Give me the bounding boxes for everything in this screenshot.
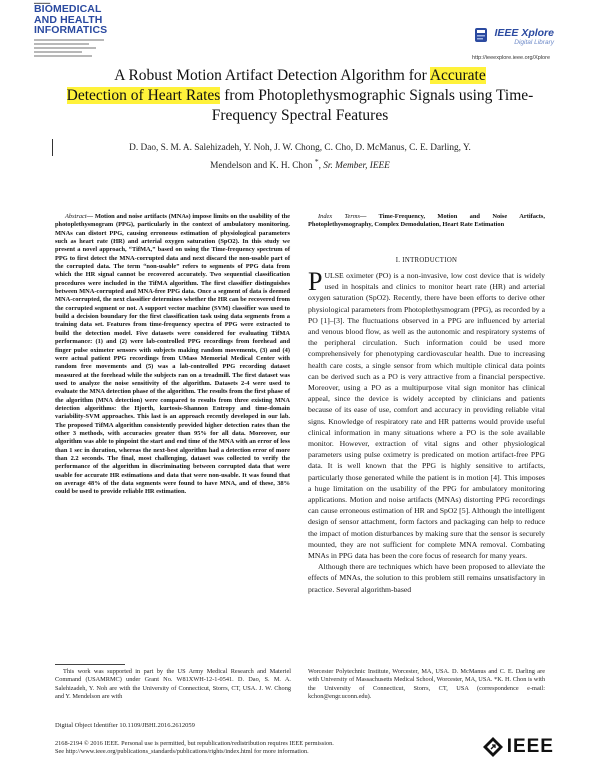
ieee-wordmark: IEEE [506, 736, 554, 757]
copyright-line2[interactable]: See http://www.ieee.org/publications_standards/publications/rights/index.html for more information. [55, 748, 309, 756]
journal-logo [34, 0, 134, 59]
paper-title [60, 66, 540, 126]
copyright-notice [55, 740, 475, 757]
intro-paragraph-2: Although there are techniques which have been proposed to alleviate the effects of MNAs, the solution to this problem still remains unsatisfactory in practice. Several algorithm-based [308, 562, 545, 594]
footnote-left: This work was supported in part by the US Army Medical Research and Materiel Command (USAMRMC) under Grant No. W81XWH-12-1-0541. D. Dao, S. M. A. Salehizadeh, Y. Noh are with the University of Connecticut, Storrs, CT, USA. J. W. Chong and Y. Mendelson are with [55, 668, 291, 701]
abstract-label: Abstract [65, 213, 87, 220]
corresponding-author-mark: * [314, 157, 319, 166]
index-terms [308, 213, 545, 230]
title-part2: from Photoplethysmographic Signals using Time-Frequency Spectral Features [211, 87, 534, 124]
drop-cap: P [308, 267, 323, 296]
authors-line2: Mendelson and K. H. Chon *, Sr. Member, IEEE [210, 157, 390, 172]
abstract-text: — Motion and noise artifacts (MNAs) impose limits on the usability of the photoplethysmogram (PPG), particularly in the context of ambulatory monitoring. MNAs can distort PPG, causing erroneous estimation of physiological parameters such as heart rate (HR) and arterial oxygen saturation (SpO2). In this study we present a novel approach, “TifMA,” based on using the Time-frequency spectrum of PPG to first detect the MNA-corrupted data and next discard the non-usable part of the corrupted data. The term “non-usable” refers to segments of PPG data from which the HR signal cannot be recovered accurately. Two sequential classification procedures were included in the TifMA algorithm. The first classifier distinguishes between MNA-corrupted and MNA-free PPG data. Once a segment of data is deemed MNA-corrupted, the next classifier determines whether the HR can be recovered from the corrupted segment or not. A support vector machine (SVM) classifier was used to build a decision boundary for the first classification task using data segments from a training data set. Features from time-frequency spectra of PPG were extracted to build the detection model. Five datasets were considered for evaluating TifMA performance: (1) and (2) were lab-controlled PPG recordings from forehead and finger pulse oximeter sensors with subjects making random movements, (3) and (4) were actual patient PPG recordings from UMass Memorial Medical Center with random free movements and (5) was a lab-controlled PPG recording dataset measured at the forehead while the subjects ran on a treadmill. The first dataset was used to analyze the noise sensitivity of the algorithm. Datasets 2-4 were used to evaluate the MNA detection phase of the algorithm. The results from the first phase of the algorithm (MNA detection) were compared to results from three existing MNA detection algorithms: the Hjorth, kurtosis-Shannon Entropy and time-domain variability-SVM approaches. This last is an approach recently developed in our lab. The proposed TifMA algorithm consistently provided higher detection rates than the other 3 methods, with accuracies greater than 95% for all data. Moreover, our algorithm was able to pinpoint the start and end time of the MNA with an error of less than 1 sec in duration, whereas the next-best algorithm had a detection error of more than 2.2 seconds. The final, most challenging, dataset was collected to verify the performance of the algorithm in discriminating between corrupted data that were usable for accurate HR estimations and data that were non-usable. It was found that on average 48% of the data segments were found to have MNA, and of these, 38% could be used to provide reliable HR estimation. [55, 213, 290, 496]
doi: Digital Object Identifier 10.1109/JBHI.2016.2612059 [55, 722, 195, 729]
abstract [55, 213, 290, 497]
journal-logo-decoration [34, 39, 134, 57]
title-highlight-1: Accurate [429, 67, 486, 84]
intro-paragraph-1: PULSE oximeter (PO) is a non-invasive, low cost device that is widely used in hospitals and clinics to monitor heart rate (HR) and arterial oxygen saturation (SpO2). Recently, there have been efforts to derive other physiological parameters from Photoplethysmogram (PPG), as recorded by a PO [1]–[3]. The fluctuations observed in a PPG are influenced by arterial and venous blood flow, as well as the autonomic and respiratory systems of the peripheral circulation. Such information could be used more comprehensively for phenotyping cardiovascular health. Due to increasing health care costs, a single sensor from which multiple clinical data points can be derived such as a PO is very attractive from a financial perspective. Moreover, using a PO as a multipurpose vital sign monitor has clinical appeal, since the device is widely accepted by clinicians and patients because of its ease of use, comfort and accuracy in providing reliable vital signs. Knowledge of respiratory rate and HR patterns would provide useful clinical information in many situations where a PO is the sole available monitor. However, extraction of vital signs and other physiological parameters using pulse oximetry is predicated on motion artifact-free PPG data. It is well known that the PPG is highly sensitive to artifacts, particularly those generated while the patient is in motion [4]. This imposes a huge limitation on the usability of the PPG for ambulatory monitoring applications. Motion and noise artifacts (MNAs) distorting PPG recordings can cause erroneous estimation of HR and SpO2 [5]. Although the intelligent design of sensor attachment, form factors and packaging can help to reduce the impact of motion disturbances by making sure that the sensor is securely mounted, they are not sufficient for complete MNA removal. Combating MNAs in PPG data has been the core focus of research for many years. [308, 267, 545, 561]
title-part1: A Robust Motion Artifact Detection Algorithm for [114, 67, 430, 84]
ieee-logo [483, 736, 554, 758]
footnote-right: Worcester Polytechnic Institute, Worcester, MA, USA. D. McManus and C. E. Darling are with University of Massachusetts Medical School, Worcester, MA, USA. *K. H. Chon is with the University of Connecticut, Storrs, CT, USA (correspondence e-mail: kchon@engr.uconn.edu). [308, 668, 545, 701]
xplore-badge[interactable] [494, 27, 554, 46]
copyright-line1: 2168-2194 © 2016 IEEE. Personal use is permitted, but republication/redistribution requires IEEE permission. [55, 740, 334, 747]
journal-logo-bars: ▂▂▂▂▂▂ [34, 0, 51, 4]
xplore-url[interactable]: http://ieeexplore.ieee.org/Xplore [472, 55, 550, 61]
introduction-body [308, 267, 545, 595]
text-cursor [52, 139, 53, 156]
ieee-diamond-icon [483, 737, 503, 757]
footnote-rule [55, 664, 125, 665]
section-heading: I. INTRODUCTION [395, 257, 458, 264]
title-highlight-2: Detection of Heart Rates [66, 87, 221, 104]
xplore-icon [474, 27, 488, 43]
authors-line1: D. Dao, S. M. A. Salehizadeh, Y. Noh, J. W. Chong, C. Cho, D. McManus, C. E. Darling, Y. [129, 143, 471, 153]
journal-title-line2: AND HEALTH [34, 13, 103, 26]
xplore-name: IEEE Xplore [494, 27, 554, 39]
index-terms-text: — Time-Frequency, Motion and Noise Artifacts, Photoplethysmography, Complex Demodulation, Heart Rate Estimation [308, 213, 545, 229]
index-terms-label: Index Terms [318, 213, 360, 220]
journal-title-line1: BIOMEDICAL [34, 3, 102, 15]
journal-title-line3: INFORMATICS [34, 24, 108, 36]
author-list [80, 142, 520, 173]
xplore-subtitle: Digital Library [514, 39, 554, 46]
